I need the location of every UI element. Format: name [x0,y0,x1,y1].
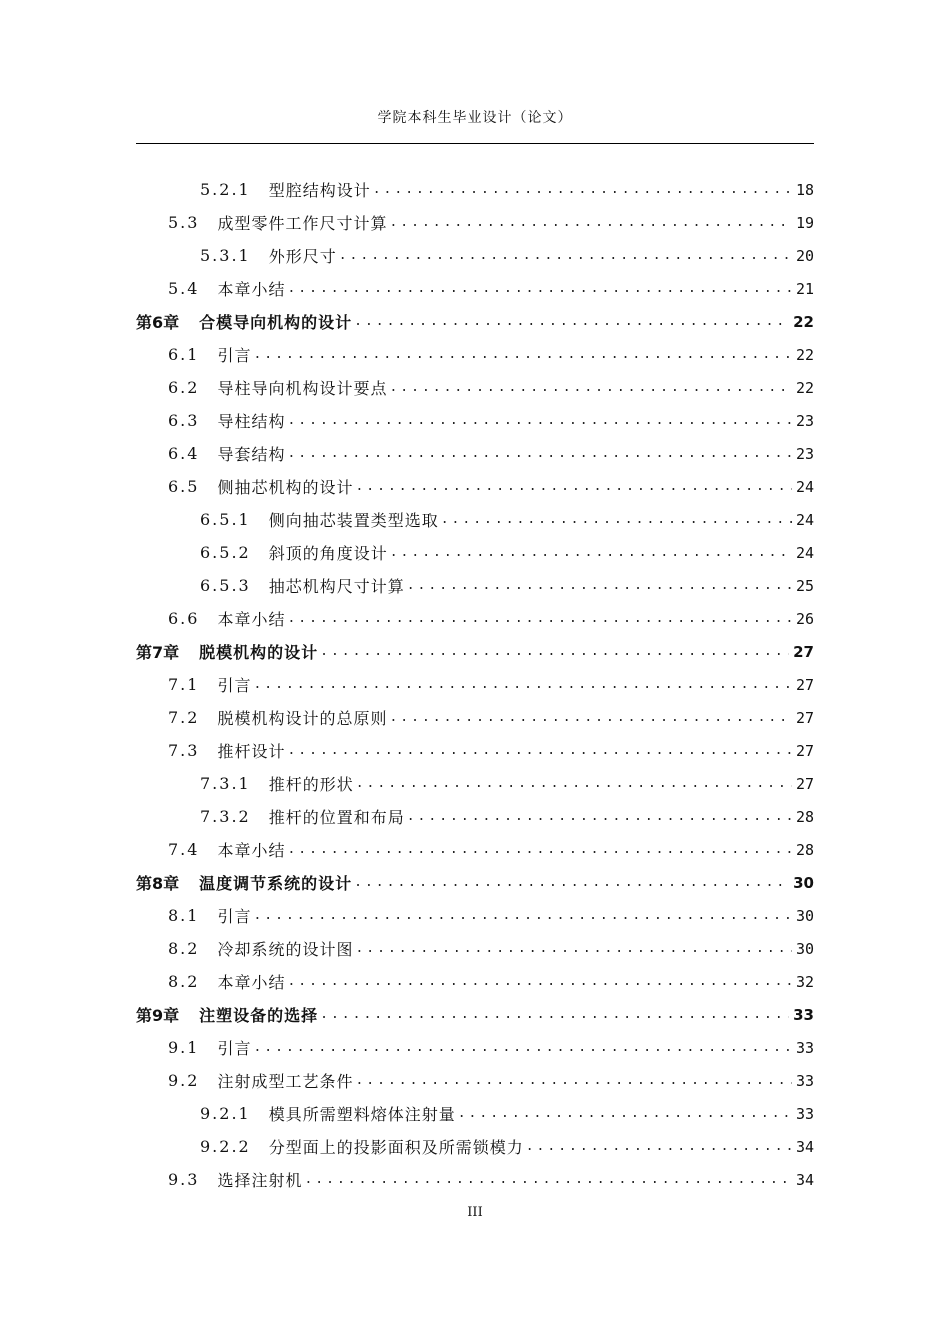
toc-entry-title: 侧抽芯机构的设计 [217,478,354,497]
toc-entry-title: 模具所需塑料熔体注射量 [268,1105,456,1124]
dot-leader [253,347,791,362]
toc-entry[interactable] [200,767,814,800]
toc-entry-title: 成型零件工作尺寸计算 [217,214,388,233]
toc-entry-number: 7.3.1 [200,774,251,793]
toc-entry-title: 温度调节系统的设计 [199,874,353,893]
toc-entry-page: 20 [795,246,814,265]
toc-entry-number: 5.3 [168,213,200,232]
toc-entry[interactable] [200,1130,814,1163]
dot-leader [354,875,789,890]
header-rule [136,143,814,144]
toc-entry-title: 型腔结构设计 [268,181,371,200]
dot-leader [287,446,791,461]
toc-entry[interactable] [168,206,814,239]
toc-entry-number: 第9章 [136,1006,180,1025]
toc-entry-number: 9.2.1 [200,1104,251,1123]
page-number: III [467,1205,483,1220]
toc-entry-page: 30 [795,939,814,958]
toc-entry[interactable] [200,536,814,569]
toc-entry-title: 本章小结 [217,973,286,992]
dot-leader [287,743,791,758]
toc-entry-page: 32 [795,972,814,991]
toc-entry-page: 28 [795,840,814,859]
toc-entry[interactable] [168,833,814,866]
page-header: 学院本科生毕业设计（论文） [377,110,573,126]
toc-entry[interactable] [168,668,814,701]
toc-entry-page: 33 [795,1071,814,1090]
toc-entry-title: 引言 [217,346,252,365]
toc-entry-title: 抽芯机构尺寸计算 [268,577,405,596]
toc-entry-number: 6.1 [168,345,200,364]
toc-entry[interactable] [168,371,814,404]
toc-entry-page: 22 [795,378,814,397]
toc-entry[interactable] [136,305,814,338]
toc-entry-number: 第8章 [136,874,180,893]
toc-entry[interactable] [200,800,814,833]
toc-entry-title: 引言 [217,676,252,695]
toc-entry-page: 19 [795,213,814,232]
dot-leader [253,677,791,692]
toc-entry-number: 6.5.3 [200,576,251,595]
toc-entry-page: 21 [795,279,814,298]
toc-entry[interactable] [200,239,814,272]
dot-leader [389,380,791,395]
toc-entry-page: 18 [795,180,814,199]
dot-leader [354,314,789,329]
dot-leader [390,545,792,560]
dot-leader [441,512,792,527]
toc-entry-title: 本章小结 [217,280,286,299]
dot-leader [287,611,791,626]
dot-leader [253,908,791,923]
dot-leader [320,1007,789,1022]
toc-entry-page: 26 [795,609,814,628]
toc-entry-page: 27 [795,708,814,727]
toc-entry-number: 7.3.2 [200,807,251,826]
dot-leader [304,1172,791,1187]
toc-entry[interactable] [168,272,814,305]
toc-entry-number: 5.3.1 [200,246,251,265]
toc-entry-title: 本章小结 [217,610,286,629]
toc-entry-page: 22 [793,312,814,331]
toc-entry-page: 23 [795,444,814,463]
toc-entry-title: 冷却系统的设计图 [217,940,354,959]
dot-leader [287,974,791,989]
toc-entry[interactable] [168,437,814,470]
toc-entry-number: 6.5 [168,477,200,496]
toc-entry-number: 6.3 [168,411,200,430]
toc-entry-page: 25 [795,576,814,595]
toc-entry-title: 注射成型工艺条件 [217,1072,354,1091]
toc-entry-number: 6.4 [168,444,200,463]
toc-entry-page: 27 [793,642,814,661]
toc-entry-number: 6.5.1 [200,510,251,529]
toc-entry[interactable] [168,734,814,767]
toc-entry-number: 6.5.2 [200,543,251,562]
toc-entry-number: 9.2.2 [200,1137,251,1156]
dot-leader [389,215,791,230]
toc-entry-page: 24 [795,477,814,496]
toc-entry-page: 30 [795,906,814,925]
dot-leader [287,842,791,857]
toc-entry[interactable] [136,635,814,668]
toc-entry-title: 导套结构 [217,445,286,464]
toc-entry-number: 7.1 [168,675,200,694]
toc-entry-title: 脱模机构的设计 [199,643,319,662]
toc-entry-title: 推杆的形状 [268,775,354,794]
toc-entry-title: 斜顶的角度设计 [268,544,388,563]
toc-entry-page: 23 [795,411,814,430]
toc-entry[interactable] [168,1031,814,1064]
toc-entry-number: 5.4 [168,279,200,298]
toc-entry-number: 8.2 [168,972,200,991]
dot-leader [287,413,791,428]
toc-entry-title: 本章小结 [217,841,286,860]
dot-leader [356,776,792,791]
dot-leader [355,941,791,956]
toc-entry[interactable] [168,602,814,635]
toc-entry-page: 33 [795,1104,814,1123]
toc-entry-page: 22 [795,345,814,364]
toc-entry-page: 24 [795,543,814,562]
toc-entry-title: 外形尺寸 [268,247,337,266]
toc-entry-title: 推杆的位置和布局 [268,808,405,827]
dot-leader [287,281,791,296]
dot-leader [355,479,791,494]
toc-entry-title: 分型面上的投影面积及所需锁模力 [268,1138,524,1157]
toc-entry-page: 33 [795,1038,814,1057]
toc-entry-number: 第6章 [136,313,180,332]
toc-entry[interactable] [200,1097,814,1130]
toc-entry[interactable] [136,998,814,1031]
toc-entry-number: 8.2 [168,939,200,958]
toc-entry-title: 选择注射机 [217,1171,303,1190]
toc-entry-number: 7.3 [168,741,200,760]
toc-entry-title: 导柱导向机构设计要点 [217,379,388,398]
toc-entry[interactable] [168,404,814,437]
toc-entry-title: 侧向抽芯装置类型选取 [268,511,439,530]
toc-entry[interactable] [168,932,814,965]
dot-leader [253,1040,791,1055]
toc-entry-number: 7.4 [168,840,200,859]
toc-entry-number: 7.2 [168,708,200,727]
toc-entry[interactable] [168,470,814,503]
toc-entry-number: 9.1 [168,1038,200,1057]
toc-entry[interactable] [168,1064,814,1097]
toc-entry-page: 30 [793,873,814,892]
toc-entry[interactable] [136,866,814,899]
dot-leader [373,182,792,197]
toc-entry-page: 34 [795,1137,814,1156]
toc-entry-number: 6.2 [168,378,200,397]
toc-entry-number: 第7章 [136,643,180,662]
toc-entry[interactable] [168,701,814,734]
toc-entry-title: 引言 [217,907,252,926]
toc-entry-page: 27 [795,675,814,694]
toc-entry[interactable] [168,338,814,371]
toc-entry-page: 24 [795,510,814,529]
toc-entry-title: 导柱结构 [217,412,286,431]
toc-entry[interactable] [200,569,814,602]
toc-entry-title: 注塑设备的选择 [199,1006,319,1025]
toc-entry[interactable] [200,503,814,536]
dot-leader [407,809,792,824]
dot-leader [526,1139,792,1154]
toc-entry-page: 34 [795,1170,814,1189]
toc-entry-page: 27 [795,774,814,793]
dot-leader [355,1073,791,1088]
toc-entry-number: 8.1 [168,906,200,925]
dot-leader [458,1106,792,1121]
toc-entry-title: 合模导向机构的设计 [199,313,353,332]
toc-entry-title: 引言 [217,1039,252,1058]
toc-entry-page: 33 [793,1005,814,1024]
toc-entry[interactable] [168,965,814,998]
toc-entry-page: 28 [795,807,814,826]
dot-leader [339,248,792,263]
toc-entry-number: 9.3 [168,1170,200,1189]
toc-entry-title: 脱模机构设计的总原则 [217,709,388,728]
toc-entry-title: 推杆设计 [217,742,286,761]
toc-entry-number: 9.2 [168,1071,200,1090]
dot-leader [407,578,792,593]
toc-entry[interactable] [168,899,814,932]
dot-leader [389,710,791,725]
dot-leader [320,644,789,659]
toc-entry[interactable] [200,173,814,206]
toc-entry[interactable] [168,1163,814,1196]
toc-entry-number: 5.2.1 [200,180,251,199]
toc-entry-number: 6.6 [168,609,200,628]
toc-entry-page: 27 [795,741,814,760]
